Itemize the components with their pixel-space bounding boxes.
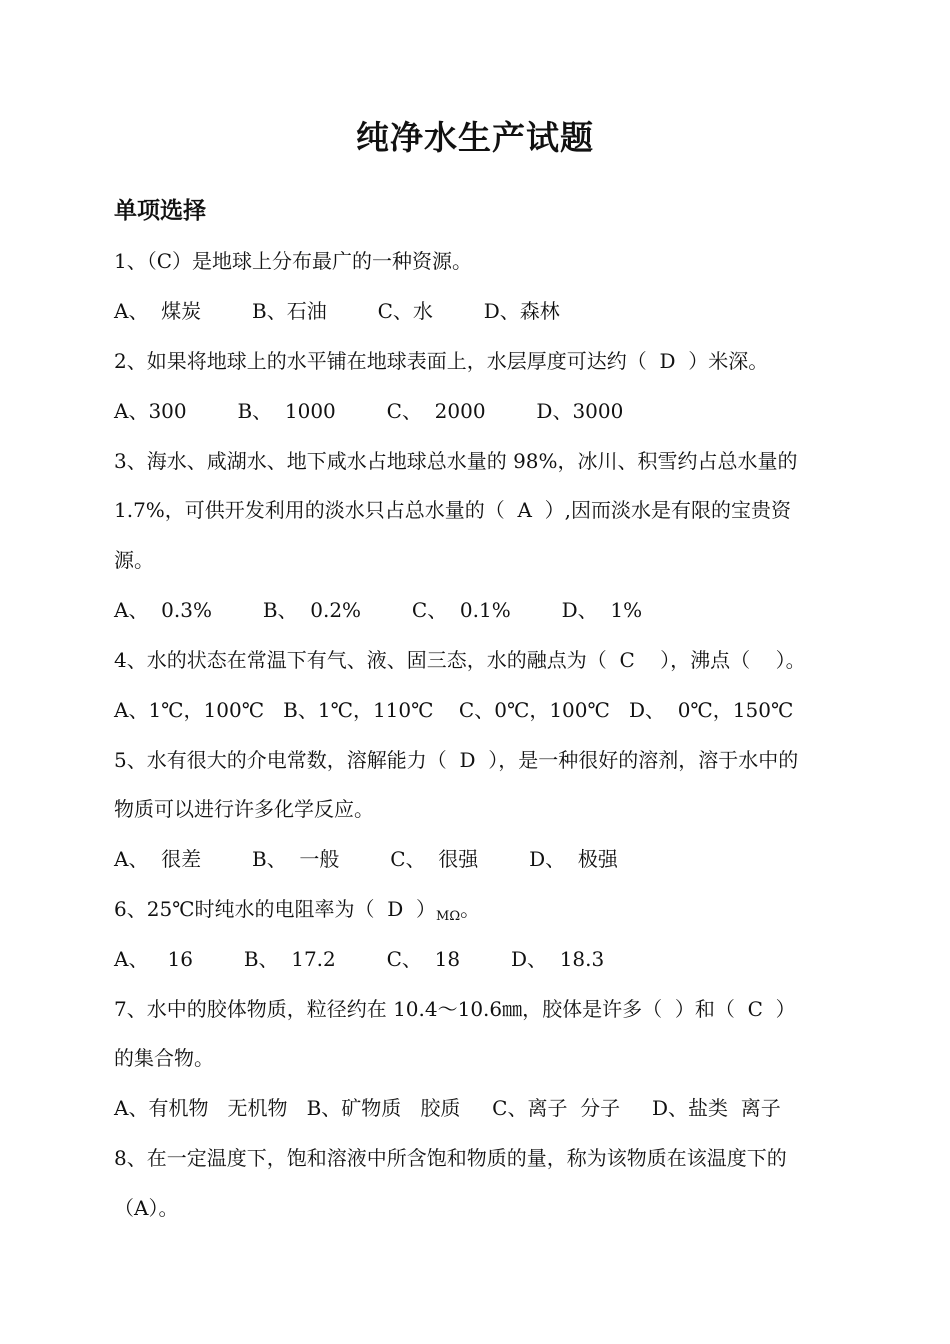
question-2: 2、如果将地球上的水平铺在地球表面上，水层厚度可达约（ D ）米深。 (114, 349, 769, 373)
question-8-line-1: 8、在一定温度下，饱和溶液中所含饱和物质的量，称为该物质在该温度下的 (114, 1146, 787, 1170)
question-1: 1、（C）是地球上分布最广的一种资源。 (114, 249, 473, 273)
section-heading: 单项选择 (114, 198, 206, 224)
question-5-options: A、 很差 B、 一般 C、 很强 D、 极强 (114, 847, 618, 871)
question-3-line-2: 1.7%，可供开发利用的淡水只占总水量的（ A ）,因而淡水是有限的宝贵资 (114, 498, 792, 522)
question-5-line-2: 物质可以进行许多化学反应。 (114, 797, 374, 821)
unit-megaohm: MΩ (436, 909, 461, 924)
question-4-options: A、1℃，100℃ B、1℃，110℃ C、0℃，100℃ D、 0℃，150℃ (114, 698, 794, 722)
question-7-line-1: 7、水中的胶体物质，粒径约在 10.4～10.6㎜，胶体是许多（ ）和（ C ） (114, 997, 796, 1021)
question-3-line-1: 3、海水、咸湖水、地下咸水占地球总水量的 98%，冰川、积雪约占总水量的 (114, 449, 798, 473)
question-7-line-2: 的集合物。 (114, 1046, 214, 1070)
question-3-options: A、 0.3% B、 0.2% C、 0.1% D、 1% (114, 598, 643, 622)
document-title: 纯净水生产试题 (356, 118, 594, 157)
question-6-options: A、 16 B、 17.2 C、 18 D、 18.3 (114, 947, 605, 971)
question-6 (114, 894, 874, 932)
question-4: 4、水的状态在常温下有气、液、固三态，水的融点为（ C ），沸点（ ）。 (114, 648, 806, 672)
question-8-line-2: （A）。 (114, 1196, 179, 1220)
question-5-line-1: 5、水有很大的介电常数，溶解能力（ D ），是一种很好的溶剂，溶于水中的 (114, 748, 799, 772)
question-6-text: 6、25℃时纯水的电阻率为（ D ） (114, 897, 437, 921)
question-3-line-3: 源。 (114, 548, 154, 572)
question-1-options: A、 煤炭 B、石油 C、水 D、森林 (114, 299, 560, 323)
question-2-options: A、300 B、 1000 C、 2000 D、3000 (114, 399, 624, 423)
question-6-tail: 。 (460, 897, 481, 921)
question-7-options: A、有机物 无机物 B、矿物质 胶质 C、离子 分子 D、盐类 离子 (114, 1096, 781, 1120)
